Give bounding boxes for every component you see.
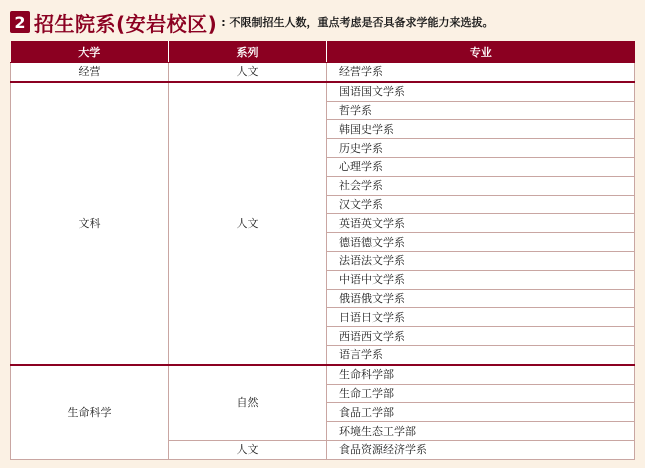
table-row [11,365,635,384]
major-cell: 食品资源经济学系 [327,440,635,459]
series-cell: 人文 [169,440,327,459]
major-cell: 历史学系 [327,139,635,158]
college-cell: 经营 [11,63,169,82]
major-cell: 韩国史学系 [327,120,635,139]
major-cell: 西语西文学系 [327,327,635,346]
college-cell: 文科 [11,82,169,365]
section-subtitle: : 不限制招生人数，重点考虑是否具备求学能力来选拔。 [221,16,494,29]
major-cell: 英语英文学系 [327,214,635,233]
major-cell: 德语德文学系 [327,233,635,252]
table-body [11,63,635,460]
major-cell: 日语日文学系 [327,308,635,327]
major-cell: 食品工学部 [327,403,635,422]
column-header-major: 专业 [327,41,635,63]
series-cell: 自然 [169,365,327,441]
major-cell: 心理学系 [327,157,635,176]
section-number-badge: 2 [10,11,30,33]
major-cell: 中语中文学系 [327,270,635,289]
series-cell: 人文 [169,82,327,365]
series-cell: 人文 [169,63,327,82]
major-cell: 生命工学部 [327,384,635,403]
major-cell: 国语国文学系 [327,82,635,101]
major-cell: 哲学系 [327,101,635,120]
major-cell: 生命科学部 [327,365,635,384]
table-header [11,41,635,63]
table-row [11,82,635,101]
college-cell: 生命科学 [11,365,169,459]
section-title: 招生院系(安岩校区) [34,11,218,36]
major-cell: 语言学系 [327,345,635,364]
section-header [10,9,494,35]
major-cell: 社会学系 [327,176,635,195]
header-row [11,41,635,63]
major-cell: 经营学系 [327,63,635,82]
column-header-series: 系列 [169,41,327,63]
column-header-college: 大学 [11,41,169,63]
majors-table [10,41,635,460]
table-row [11,63,635,82]
major-cell: 环境生态工学部 [327,422,635,441]
major-cell: 法语法文学系 [327,251,635,270]
major-cell: 俄语俄文学系 [327,289,635,308]
major-cell: 汉文学系 [327,195,635,214]
